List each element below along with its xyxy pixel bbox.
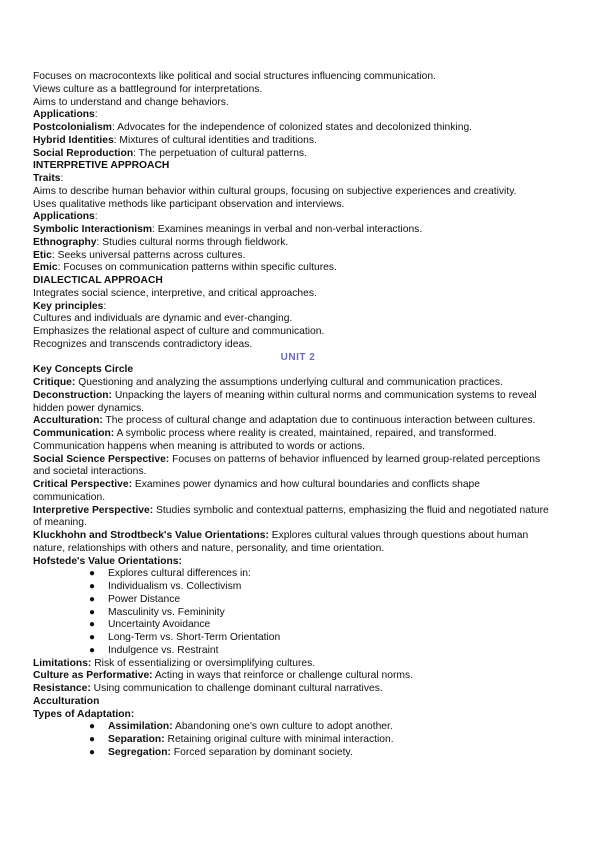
bullet-icon: ●	[89, 593, 96, 605]
concept-limitations: Limitations: Risk of essentializing or oversimplifying cultures.	[33, 657, 316, 669]
interpretive-heading: INTERPRETIVE APPROACH	[33, 160, 170, 172]
list-item: ● Individualism vs. Collectivism	[89, 581, 242, 592]
list-item: ● Indulgence vs. Restraint	[89, 644, 219, 656]
interpretive-applications-heading: Applications:	[33, 211, 98, 223]
dialectical-principle-2: Emphasizes the relational aspect of culture and communication.	[33, 326, 325, 337]
interpretive-application-emic: Emic: Focuses on communication patterns within specific cultures.	[33, 262, 337, 274]
concept-communication: Communication: A symbolic process where reality is created, maintained, repaired, and transformed. Communication happens when meaning is attributed to words or actions.	[33, 428, 497, 452]
interpretive-traits-heading: Traits:	[33, 173, 64, 184]
critical-intro-1: Focuses on macrocontexts like political and social structures influencing communication.	[33, 71, 436, 82]
bullet-icon: ●	[89, 581, 96, 592]
list-item: ● Assimilation: Abandoning one's own culture to adopt another.	[89, 721, 393, 733]
bullet-icon: ●	[89, 619, 96, 631]
critical-applications-heading: Applications:	[33, 109, 98, 121]
concept-deconstruction: Deconstruction: Unpacking the layers of meaning within cultural norms and communication systems to reveal hidden power dynamics.	[33, 389, 537, 414]
critical-intro-3: Aims to understand and change behaviors.	[33, 96, 229, 108]
list-item: ● Segregation: Forced separation by dominant society.	[89, 746, 353, 758]
interpretive-application-etic: Etic: Seeks universal patterns across cultures.	[33, 249, 246, 261]
list-item: ● Separation: Retaining original culture with minimal interaction.	[89, 734, 394, 745]
list-item: ● Uncertainty Avoidance	[89, 619, 211, 631]
dialectical-principles-heading: Key principles:	[33, 300, 107, 312]
list-item: ● Masculinity vs. Femininity	[89, 606, 225, 618]
concept-culture-as-performative: Culture as Performative: Acting in ways that reinforce or challenge cultural norms.	[33, 670, 414, 682]
critical-application-social-reproduction: Social Reproduction: The perpetuation of cultural patterns.	[33, 147, 307, 159]
concept-critique: Critique: Questioning and analyzing the assumptions underlying cultural and communication practices.	[33, 377, 503, 388]
hofstede-heading: Hofstede's Value Orientations:	[33, 555, 182, 567]
hofstede-list	[33, 568, 553, 657]
list-item: ● Long-Term vs. Short-Term Orientation	[89, 632, 281, 643]
interpretive-application-ethnography: Ethnography: Studies cultural norms through fieldwork.	[33, 236, 289, 248]
critical-application-postcolonialism: Postcolonialism: Advocates for the independence of colonized states and decolonized thinking.	[33, 122, 473, 133]
list-item: ● Explores cultural differences in:	[89, 568, 251, 580]
unit-label: UNIT 2	[280, 351, 316, 363]
dialectical-principle-1: Cultures and individuals are dynamic and ever-changing.	[33, 313, 293, 325]
bullet-icon: ●	[89, 721, 96, 733]
critical-application-hybrid-identities: Hybrid Identities: Mixtures of cultural identities and traditions.	[33, 134, 317, 146]
bullet-icon: ●	[89, 746, 96, 758]
acculturation-heading: Acculturation	[33, 695, 100, 707]
concept-acculturation: Acculturation: The process of cultural change and adaptation due to continuous interaction between cultures.	[33, 415, 536, 427]
bullet-icon: ●	[89, 632, 96, 643]
concept-interpretive-perspective: Interpretive Perspective: Studies symbolic and contextual patterns, emphasizing the fluid and negotiated nature of meaning.	[33, 504, 549, 529]
list-item: ● Power Distance	[89, 593, 181, 605]
interpretive-trait-1: Aims to describe human behavior within cultural groups, focusing on subjective experiences and creativity.	[33, 185, 517, 197]
bullet-icon: ●	[89, 734, 96, 745]
dialectical-intro: Integrates social science, interpretive, and critical approaches.	[33, 287, 317, 299]
concept-resistance: Resistance: Using communication to challenge dominant cultural narratives.	[33, 683, 383, 694]
adaptation-heading: Types of Adaptation:	[33, 708, 135, 720]
critical-intro-2: Views culture as a battleground for interpretations.	[33, 83, 263, 95]
dialectical-principle-3: Recognizes and transcends contradictory ideas.	[33, 338, 253, 350]
concept-kluckhohn-strodtbeck: Kluckhohn and Strodtbeck's Value Orientations: Explores cultural values through questions about human nature, relationships with others and nature, personality, and time orientation.	[33, 530, 529, 554]
dialectical-heading: DIALECTICAL APPROACH	[33, 275, 163, 286]
bullet-icon: ●	[89, 644, 96, 656]
page-content	[33, 71, 553, 760]
key-concepts-heading: Key Concepts Circle	[33, 364, 134, 376]
concept-critical-perspective: Critical Perspective: Examines power dynamics and how cultural boundaries and conflicts shape communication.	[33, 479, 481, 503]
adaptation-list	[33, 721, 553, 759]
interpretive-trait-2: Uses qualitative methods like participant observation and interviews.	[33, 198, 345, 210]
concept-social-science-perspective: Social Science Perspective: Focuses on patterns of behavior influenced by learned group-related perceptions and societal interactions.	[33, 453, 541, 478]
bullet-icon: ●	[89, 606, 96, 618]
interpretive-application-symbolic: Symbolic Interactionism: Examines meanings in verbal and non-verbal interactions.	[33, 224, 423, 235]
bullet-icon: ●	[89, 568, 96, 580]
